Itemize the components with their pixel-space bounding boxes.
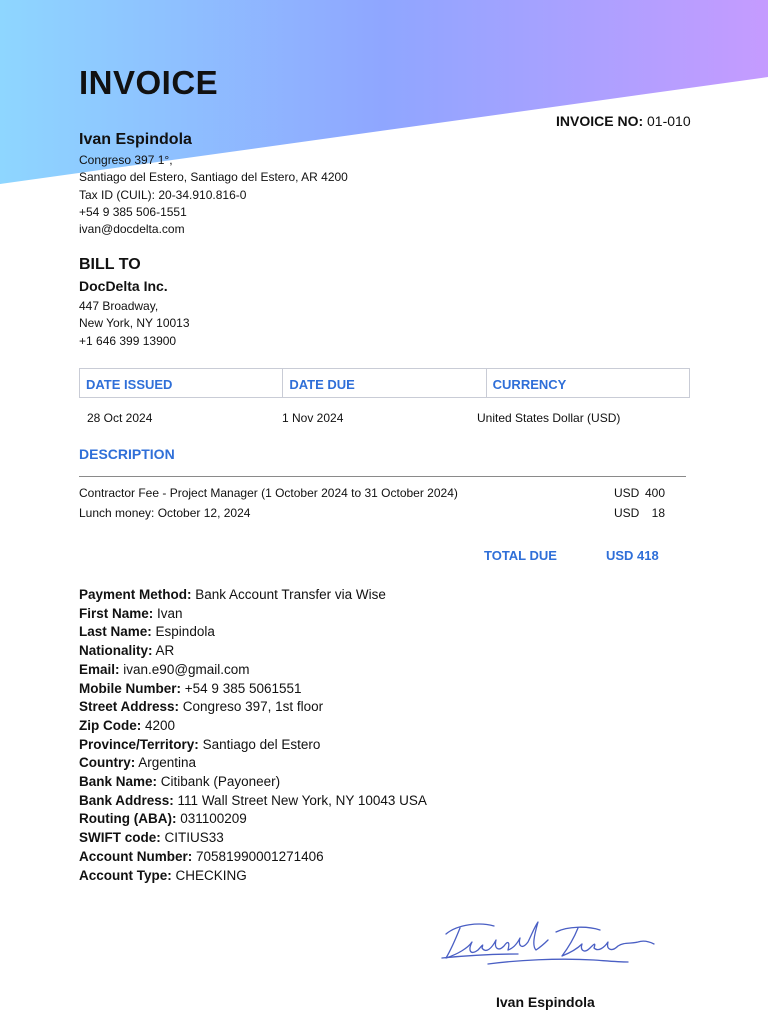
currency-value: United States Dollar (USD) [477, 411, 621, 425]
payment-value: Ivan [157, 605, 183, 621]
payment-row-first-name [79, 605, 427, 624]
payment-row-zip [79, 717, 427, 736]
signer-name: Ivan Espindola [496, 994, 595, 1010]
sender-name: Ivan Espindola [79, 131, 192, 148]
description-divider [79, 476, 686, 477]
sender-line: +54 9 385 506-1551 [79, 204, 187, 219]
payment-label: Routing (ABA): [79, 811, 177, 827]
payment-value: Argentina [138, 755, 197, 771]
invoice-number [556, 113, 691, 129]
payment-value: Santiago del Estero [202, 736, 321, 752]
client-name: DocDelta Inc. [79, 278, 168, 294]
payment-label: Street Address: [79, 699, 180, 715]
line-item-amount: 400 [644, 486, 665, 500]
line-item [79, 506, 669, 526]
document-title: INVOICE [79, 64, 219, 101]
handwritten-signature [438, 912, 662, 976]
payment-label: Bank Name: [79, 774, 158, 790]
payment-row-bank-name [79, 773, 427, 792]
line-item-description: Contractor Fee - Project Manager (1 October 2024 to 31 October 2024) [79, 486, 458, 500]
payment-row-account-type [79, 867, 427, 886]
payment-label: SWIFT code: [79, 830, 161, 846]
description-heading: DESCRIPTION [79, 446, 175, 462]
client-address-block [79, 298, 190, 350]
payment-label: Bank Address: [79, 792, 174, 808]
payment-value: Congreso 397, 1st floor [182, 699, 324, 715]
payment-value: AR [155, 643, 175, 659]
payment-value: 4200 [145, 717, 176, 733]
line-item-currency: USD [614, 506, 640, 520]
payment-label: Province/Territory: [79, 736, 199, 752]
payment-label: Nationality: [79, 643, 153, 659]
invoice-number-label: INVOICE NO: [556, 113, 644, 129]
payment-value: Bank Account Transfer via Wise [195, 587, 386, 602]
client-line: +1 646 399 13900 [79, 333, 177, 348]
currency-header: CURRENCY [492, 377, 567, 392]
payment-row-email [79, 661, 427, 680]
line-item-amount: 18 [651, 506, 665, 520]
payment-label: Email: [79, 661, 120, 677]
payment-details [79, 586, 427, 885]
line-item [79, 486, 669, 506]
payment-label: Payment Method: [79, 587, 192, 602]
line-item-description: Lunch money: October 12, 2024 [79, 506, 251, 520]
payment-label: Account Type: [79, 867, 172, 883]
payment-value: Espindola [155, 624, 215, 640]
date-issued-value: 28 Oct 2024 [87, 411, 153, 425]
payment-row-province [79, 736, 427, 755]
payment-value: 031100209 [180, 811, 247, 827]
total-due-label: TOTAL DUE [484, 548, 557, 563]
payment-row-account-number [79, 848, 427, 867]
payment-label: Mobile Number: [79, 680, 182, 696]
payment-row-method [79, 586, 427, 605]
sender-address-block [79, 152, 348, 238]
payment-value: 111 Wall Street New York, NY 10043 USA [177, 792, 427, 808]
sender-line: Tax ID (CUIL): 20-34.910.816-0 [79, 187, 247, 202]
payment-row-last-name [79, 623, 427, 642]
date-issued-header: DATE ISSUED [80, 369, 283, 397]
payment-value: 70581990001271406 [196, 848, 324, 864]
payment-label: Account Number: [79, 848, 193, 864]
payment-row-bank-address [79, 792, 427, 811]
payment-label: Last Name: [79, 624, 152, 640]
payment-row-mobile [79, 680, 427, 699]
bill-to-heading: BILL TO [79, 256, 141, 273]
client-line: New York, NY 10013 [79, 316, 190, 331]
payment-label: First Name: [79, 605, 154, 621]
payment-label: Zip Code: [79, 717, 142, 733]
payment-row-swift [79, 829, 427, 848]
invoice-meta-header [79, 368, 690, 398]
total-due-value: USD 418 [606, 548, 659, 563]
payment-value: Citibank (Payoneer) [160, 774, 281, 790]
payment-value: ivan.e90@gmail.com [123, 661, 250, 677]
sender-email: ivan@docdelta.com [79, 222, 185, 237]
payment-value: CITIUS33 [164, 830, 224, 846]
payment-value: +54 9 385 5061551 [184, 680, 302, 696]
invoice-number-value: 01-010 [647, 113, 691, 129]
payment-label: Country: [79, 755, 136, 771]
line-item-currency: USD [614, 486, 640, 500]
sender-line: Congreso 397 1°, [79, 153, 173, 167]
payment-value: CHECKING [175, 867, 247, 883]
payment-row-nationality [79, 642, 427, 661]
payment-row-country [79, 754, 427, 773]
payment-row-routing [79, 810, 427, 829]
payment-row-street [79, 698, 427, 717]
line-items [79, 486, 669, 526]
client-line: 447 Broadway, [79, 299, 159, 313]
sender-line: Santiago del Estero, Santiago del Estero, AR 4200 [79, 170, 348, 185]
date-due-header: DATE DUE [283, 369, 486, 397]
date-due-value: 1 Nov 2024 [282, 411, 344, 425]
